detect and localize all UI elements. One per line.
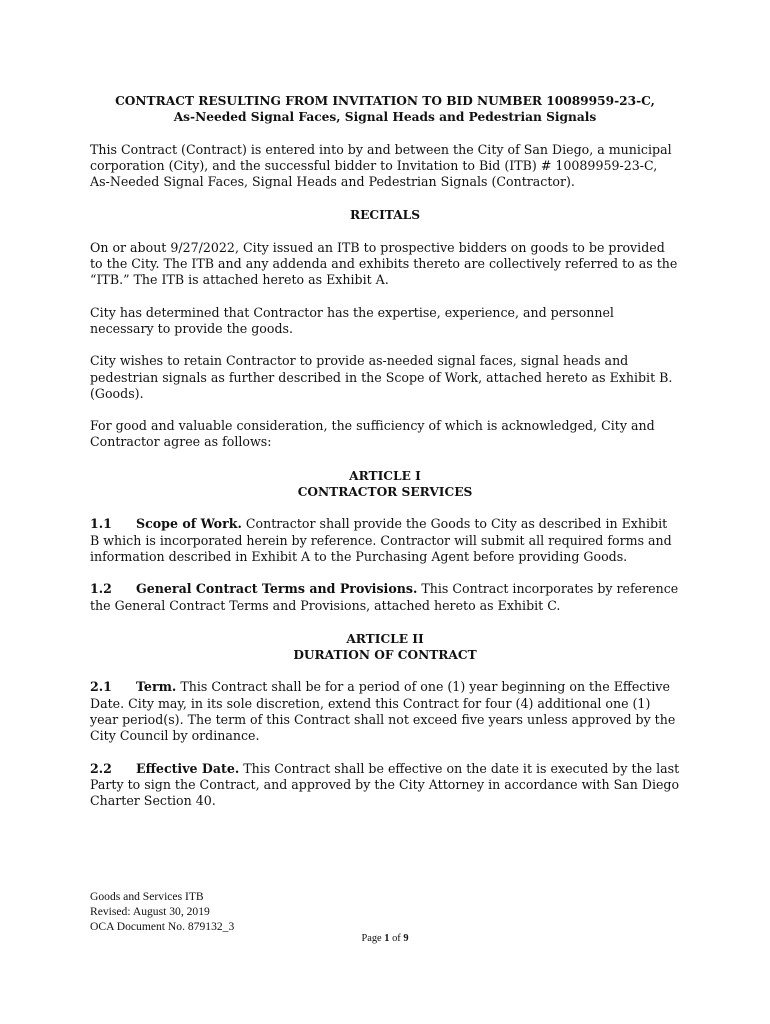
section-text: This Contract incorporates by reference the General Contract Terms and Provisions, attached hereto as Exhibit C.	[90, 581, 679, 613]
contract-title-line-2: As-Needed Signal Faces, Signal Heads and Pedestrian Signals	[173, 110, 597, 125]
section-title: Term.	[136, 679, 177, 695]
article-1-name: CONTRACTOR SERVICES	[297, 485, 473, 500]
article-2-number: ARTICLE II	[346, 631, 424, 646]
section-number: 1.1	[90, 516, 112, 532]
section-number: 2.2	[90, 760, 112, 776]
intro-paragraph: This Contract (Contract) is entered into by and between the City of San Diego, a municipal corporation (City), and the successful bidder to Invitation to Bid (ITB) # 10089959-23-C, As-Needed Signal Faces, Signal Heads and Pedestrian Signals (Contractor).	[90, 141, 672, 190]
contract-title-line-1: CONTRACT RESULTING FROM INVITATION TO BID NUMBER 10089959-23-C,	[115, 94, 655, 108]
section-number: 2.1	[90, 679, 112, 695]
footer-line: Goods and Services ITB	[90, 890, 204, 903]
section-text: This Contract shall be effective on the date it is executed by the last Party to sign the Contract, and approved by the City Attorney in accordance with San Diego Charter Section 40.	[90, 760, 680, 809]
page-number-current: 1	[384, 933, 390, 944]
document-body	[90, 93, 680, 810]
section-text: This Contract shall be for a period of one (1) year beginning on the Effective Date. City may, in its sole discretion, extend this Contract for four (4) additional one (1) year period(s). The term of this Contract shall not exceed five years unless approved by the City Council by ordinance.	[90, 679, 676, 744]
recital-paragraph: For good and valuable consideration, the sufficiency of which is acknowledged, City and Contractor agree as follows:	[90, 418, 655, 450]
page-number-prefix: Page	[361, 933, 382, 944]
section-2-1	[90, 679, 680, 744]
footer-line: Revised: August 30, 2019	[90, 905, 210, 918]
page-number-total: 9	[403, 933, 409, 944]
section-title: Effective Date.	[136, 760, 240, 776]
article-1-number: ARTICLE I	[349, 468, 421, 483]
section-1-2	[90, 581, 680, 614]
section-title: Scope of Work.	[136, 516, 242, 532]
page-number-of: of	[392, 933, 401, 944]
article-2-name: DURATION OF CONTRACT	[293, 648, 477, 663]
section-1-1	[90, 516, 680, 565]
section-2-2	[90, 761, 680, 810]
recital-paragraph: On or about 9/27/2022, City issued an ITB to prospective bidders on goods to be provided to the City. The ITB and any addenda and exhibits thereto are collectively referred to as the “ITB.” The ITB is attached hereto as Exhibit A.	[90, 239, 678, 288]
section-text: Contractor shall provide the Goods to City as described in Exhibit B which is incorporated herein by reference. Contractor will submit all required forms and information described in Exhibit A to the Purchasing Agent before providing Goods.	[90, 516, 672, 564]
section-title: General Contract Terms and Provisions.	[136, 581, 418, 597]
recital-paragraph: City wishes to retain Contractor to provide as-needed signal faces, signal heads and pedestrian signals as further described in the Scope of Work, attached hereto as Exhibit B. (Goods).	[90, 353, 673, 401]
footer-line: OCA Document No. 879132_3	[90, 920, 235, 933]
recital-paragraph: City has determined that Contractor has the expertise, experience, and personnel necessary to provide the goods.	[90, 304, 614, 336]
document-footer	[90, 889, 234, 934]
section-number: 1.2	[90, 581, 112, 597]
recitals-heading: RECITALS	[349, 208, 421, 223]
page-number	[0, 933, 770, 944]
